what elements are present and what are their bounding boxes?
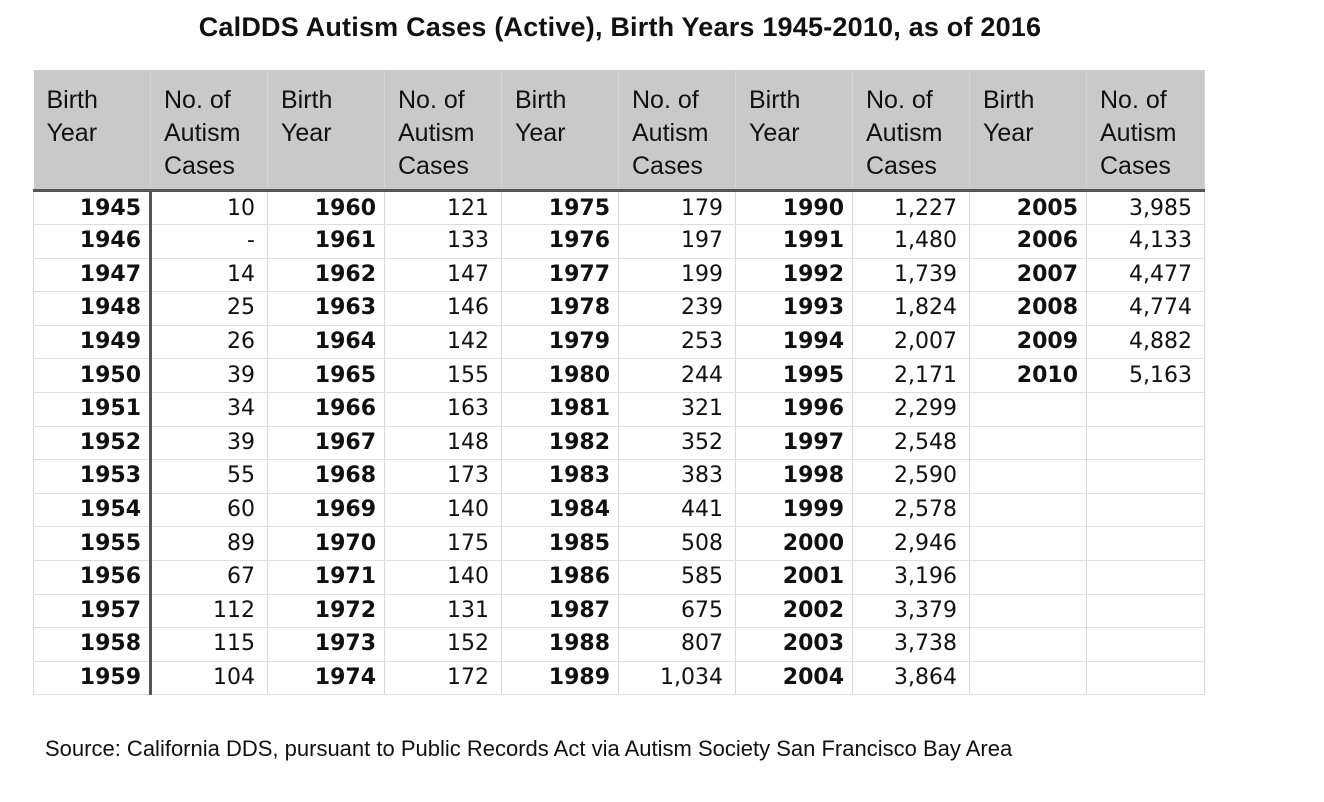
header-row	[34, 70, 1205, 191]
birth-year-cell: 1987	[502, 594, 619, 628]
autism-case-count-cell: 3,196	[853, 560, 970, 594]
header-line: Autism	[164, 119, 241, 147]
birth-year-cell: 1947	[34, 258, 151, 292]
birth-year-cell: 1946	[34, 225, 151, 259]
table-row	[34, 527, 1205, 561]
birth-year-cell: 1984	[502, 493, 619, 527]
autism-case-count-cell: 121	[385, 191, 502, 225]
autism-case-count-cell: 5,163	[1087, 359, 1205, 393]
autism-case-count-cell: 115	[151, 628, 268, 662]
table-row	[34, 392, 1205, 426]
birth-year-cell: 1966	[268, 392, 385, 426]
autism-cases-header	[1087, 70, 1205, 191]
autism-case-count-cell: 172	[385, 661, 502, 695]
autism-case-count-cell	[1087, 493, 1205, 527]
autism-case-count-cell: 4,133	[1087, 225, 1205, 259]
birth-year-cell: 1974	[268, 661, 385, 695]
autism-case-count-cell: 807	[619, 628, 736, 662]
autism-case-count-cell: 383	[619, 460, 736, 494]
autism-cases-table	[33, 70, 1205, 695]
autism-cases-header	[385, 70, 502, 191]
birth-year-cell: 1991	[736, 225, 853, 259]
header-line: Birth	[515, 86, 567, 114]
autism-case-count-cell: -	[151, 225, 268, 259]
birth-year-cell: 1992	[736, 258, 853, 292]
table-row	[34, 594, 1205, 628]
autism-case-count-cell: 148	[385, 426, 502, 460]
birth-year-cell: 1954	[34, 493, 151, 527]
table-row	[34, 493, 1205, 527]
autism-case-count-cell: 3,738	[853, 628, 970, 662]
header-line: No. of	[164, 86, 231, 114]
birth-year-cell	[970, 661, 1087, 695]
birth-year-cell: 1976	[502, 225, 619, 259]
table-row	[34, 359, 1205, 393]
autism-case-count-cell: 675	[619, 594, 736, 628]
autism-case-count-cell: 1,739	[853, 258, 970, 292]
birth-year-cell: 2008	[970, 292, 1087, 326]
header-line: No. of	[398, 86, 465, 114]
header-line: No. of	[1100, 86, 1167, 114]
table-row	[34, 225, 1205, 259]
birth-year-cell: 1990	[736, 191, 853, 225]
autism-cases-header	[619, 70, 736, 191]
birth-year-cell	[970, 460, 1087, 494]
autism-case-count-cell: 140	[385, 560, 502, 594]
birth-year-cell: 2005	[970, 191, 1087, 225]
table-row	[34, 460, 1205, 494]
birth-year-cell: 1985	[502, 527, 619, 561]
autism-case-count-cell	[1087, 460, 1205, 494]
header-line: Year	[749, 119, 800, 147]
autism-case-count-cell: 3,985	[1087, 191, 1205, 225]
birth-year-cell	[970, 560, 1087, 594]
autism-cases-header	[853, 70, 970, 191]
autism-case-count-cell	[1087, 392, 1205, 426]
birth-year-cell: 1995	[736, 359, 853, 393]
autism-case-count-cell: 2,578	[853, 493, 970, 527]
birth-year-cell	[970, 426, 1087, 460]
birth-year-cell: 1979	[502, 325, 619, 359]
autism-case-count-cell: 25	[151, 292, 268, 326]
autism-case-count-cell: 39	[151, 359, 268, 393]
birth-year-cell	[970, 392, 1087, 426]
birth-year-cell: 1967	[268, 426, 385, 460]
autism-case-count-cell	[1087, 661, 1205, 695]
birth-year-cell: 1951	[34, 392, 151, 426]
autism-case-count-cell: 2,590	[853, 460, 970, 494]
autism-case-count-cell	[1087, 628, 1205, 662]
header-line: Birth	[749, 86, 801, 114]
birth-year-cell: 2009	[970, 325, 1087, 359]
birth-year-cell: 1949	[34, 325, 151, 359]
birth-year-cell: 2010	[970, 359, 1087, 393]
autism-case-count-cell: 89	[151, 527, 268, 561]
table-row	[34, 191, 1205, 225]
birth-year-cell: 1962	[268, 258, 385, 292]
autism-case-count-cell: 155	[385, 359, 502, 393]
autism-case-count-cell: 179	[619, 191, 736, 225]
autism-case-count-cell: 55	[151, 460, 268, 494]
birth-year-cell: 1998	[736, 460, 853, 494]
autism-case-count-cell: 3,379	[853, 594, 970, 628]
autism-case-count-cell: 104	[151, 661, 268, 695]
birth-year-cell: 2004	[736, 661, 853, 695]
autism-case-count-cell: 142	[385, 325, 502, 359]
autism-case-count-cell	[1087, 527, 1205, 561]
autism-case-count-cell: 253	[619, 325, 736, 359]
autism-case-count-cell: 2,007	[853, 325, 970, 359]
autism-case-count-cell: 441	[619, 493, 736, 527]
header-line: Year	[983, 119, 1034, 147]
birth-year-cell: 1986	[502, 560, 619, 594]
birth-year-header	[268, 70, 385, 191]
autism-case-count-cell: 60	[151, 493, 268, 527]
header-line: Cases	[164, 152, 235, 180]
autism-case-count-cell: 131	[385, 594, 502, 628]
birth-year-cell: 1959	[34, 661, 151, 695]
header-line: Autism	[632, 119, 709, 147]
table-row	[34, 325, 1205, 359]
autism-case-count-cell: 175	[385, 527, 502, 561]
birth-year-cell: 1972	[268, 594, 385, 628]
autism-case-count-cell: 146	[385, 292, 502, 326]
birth-year-cell: 1988	[502, 628, 619, 662]
autism-case-count-cell: 133	[385, 225, 502, 259]
birth-year-cell: 1964	[268, 325, 385, 359]
birth-year-cell: 1948	[34, 292, 151, 326]
autism-case-count-cell: 244	[619, 359, 736, 393]
birth-year-cell: 1950	[34, 359, 151, 393]
birth-year-cell: 1971	[268, 560, 385, 594]
autism-case-count-cell	[1087, 426, 1205, 460]
autism-case-count-cell: 140	[385, 493, 502, 527]
table-row	[34, 628, 1205, 662]
header-line: Cases	[398, 152, 469, 180]
table-header	[34, 70, 1205, 191]
header-line: Cases	[632, 152, 703, 180]
birth-year-cell: 1945	[34, 191, 151, 225]
autism-case-count-cell: 152	[385, 628, 502, 662]
header-line: Autism	[398, 119, 475, 147]
header-line: Birth	[46, 86, 98, 114]
header-line: Birth	[983, 86, 1035, 114]
birth-year-cell: 1996	[736, 392, 853, 426]
table-body	[34, 191, 1205, 695]
header-line: Year	[46, 119, 98, 147]
autism-case-count-cell: 2,548	[853, 426, 970, 460]
birth-year-cell: 2003	[736, 628, 853, 662]
birth-year-cell: 1973	[268, 628, 385, 662]
autism-case-count-cell: 1,480	[853, 225, 970, 259]
autism-case-count-cell: 508	[619, 527, 736, 561]
autism-case-count-cell: 4,774	[1087, 292, 1205, 326]
autism-case-count-cell: 352	[619, 426, 736, 460]
header-line: Cases	[866, 152, 937, 180]
birth-year-cell	[970, 527, 1087, 561]
birth-year-cell	[970, 493, 1087, 527]
header-line: No. of	[632, 86, 699, 114]
header-line: Year	[515, 119, 566, 147]
birth-year-header	[736, 70, 853, 191]
autism-case-count-cell: 239	[619, 292, 736, 326]
birth-year-cell: 1982	[502, 426, 619, 460]
birth-year-cell: 1953	[34, 460, 151, 494]
autism-case-count-cell	[1087, 560, 1205, 594]
birth-year-cell: 2001	[736, 560, 853, 594]
birth-year-cell: 1993	[736, 292, 853, 326]
birth-year-cell: 2007	[970, 258, 1087, 292]
autism-case-count-cell: 321	[619, 392, 736, 426]
autism-case-count-cell: 1,034	[619, 661, 736, 695]
birth-year-cell: 1997	[736, 426, 853, 460]
birth-year-cell: 2000	[736, 527, 853, 561]
autism-case-count-cell: 197	[619, 225, 736, 259]
autism-cases-header	[151, 70, 268, 191]
birth-year-cell: 1956	[34, 560, 151, 594]
birth-year-cell: 1978	[502, 292, 619, 326]
header-line: Year	[281, 119, 332, 147]
autism-case-count-cell: 163	[385, 392, 502, 426]
birth-year-cell: 1960	[268, 191, 385, 225]
table-row	[34, 292, 1205, 326]
birth-year-header	[970, 70, 1087, 191]
birth-year-cell: 1957	[34, 594, 151, 628]
autism-case-count-cell: 2,946	[853, 527, 970, 561]
autism-case-count-cell: 10	[151, 191, 268, 225]
birth-year-cell: 1961	[268, 225, 385, 259]
birth-year-cell: 1999	[736, 493, 853, 527]
autism-case-count-cell: 14	[151, 258, 268, 292]
birth-year-cell: 1989	[502, 661, 619, 695]
birth-year-cell: 1980	[502, 359, 619, 393]
autism-case-count-cell: 199	[619, 258, 736, 292]
autism-case-count-cell: 173	[385, 460, 502, 494]
birth-year-header	[502, 70, 619, 191]
birth-year-cell	[970, 628, 1087, 662]
birth-year-cell: 1983	[502, 460, 619, 494]
autism-case-count-cell: 112	[151, 594, 268, 628]
birth-year-cell: 2002	[736, 594, 853, 628]
page-title: CalDDS Autism Cases (Active), Birth Years 1945-2010, as of 2016	[198, 12, 1042, 42]
birth-year-cell: 1968	[268, 460, 385, 494]
autism-case-count-cell: 1,227	[853, 191, 970, 225]
autism-case-count-cell	[1087, 594, 1205, 628]
autism-case-count-cell: 585	[619, 560, 736, 594]
autism-case-count-cell: 26	[151, 325, 268, 359]
birth-year-cell: 1963	[268, 292, 385, 326]
autism-case-count-cell: 34	[151, 392, 268, 426]
birth-year-cell: 2006	[970, 225, 1087, 259]
table-row	[34, 560, 1205, 594]
birth-year-cell: 1958	[34, 628, 151, 662]
autism-case-count-cell: 4,477	[1087, 258, 1205, 292]
table-row	[34, 661, 1205, 695]
autism-case-count-cell: 39	[151, 426, 268, 460]
table-row	[34, 258, 1205, 292]
header-line: Autism	[866, 119, 943, 147]
birth-year-cell: 1975	[502, 191, 619, 225]
birth-year-cell: 1965	[268, 359, 385, 393]
birth-year-cell	[970, 594, 1087, 628]
birth-year-cell: 1969	[268, 493, 385, 527]
source-note: Source: California DDS, pursuant to Public Records Act via Autism Society San Francisco Bay Area	[45, 736, 1013, 761]
autism-case-count-cell: 147	[385, 258, 502, 292]
header-line: Autism	[1100, 119, 1177, 147]
birth-year-cell: 1977	[502, 258, 619, 292]
autism-case-count-cell: 4,882	[1087, 325, 1205, 359]
birth-year-cell: 1952	[34, 426, 151, 460]
table-row	[34, 426, 1205, 460]
header-line: Cases	[1100, 152, 1171, 180]
birth-year-cell: 1981	[502, 392, 619, 426]
header-line: Birth	[281, 86, 333, 114]
birth-year-cell: 1994	[736, 325, 853, 359]
autism-case-count-cell: 2,171	[853, 359, 970, 393]
header-line: No. of	[866, 86, 933, 114]
autism-case-count-cell: 1,824	[853, 292, 970, 326]
autism-case-count-cell: 2,299	[853, 392, 970, 426]
birth-year-cell: 1955	[34, 527, 151, 561]
autism-case-count-cell: 67	[151, 560, 268, 594]
autism-case-count-cell: 3,864	[853, 661, 970, 695]
birth-year-header	[34, 70, 151, 191]
birth-year-cell: 1970	[268, 527, 385, 561]
